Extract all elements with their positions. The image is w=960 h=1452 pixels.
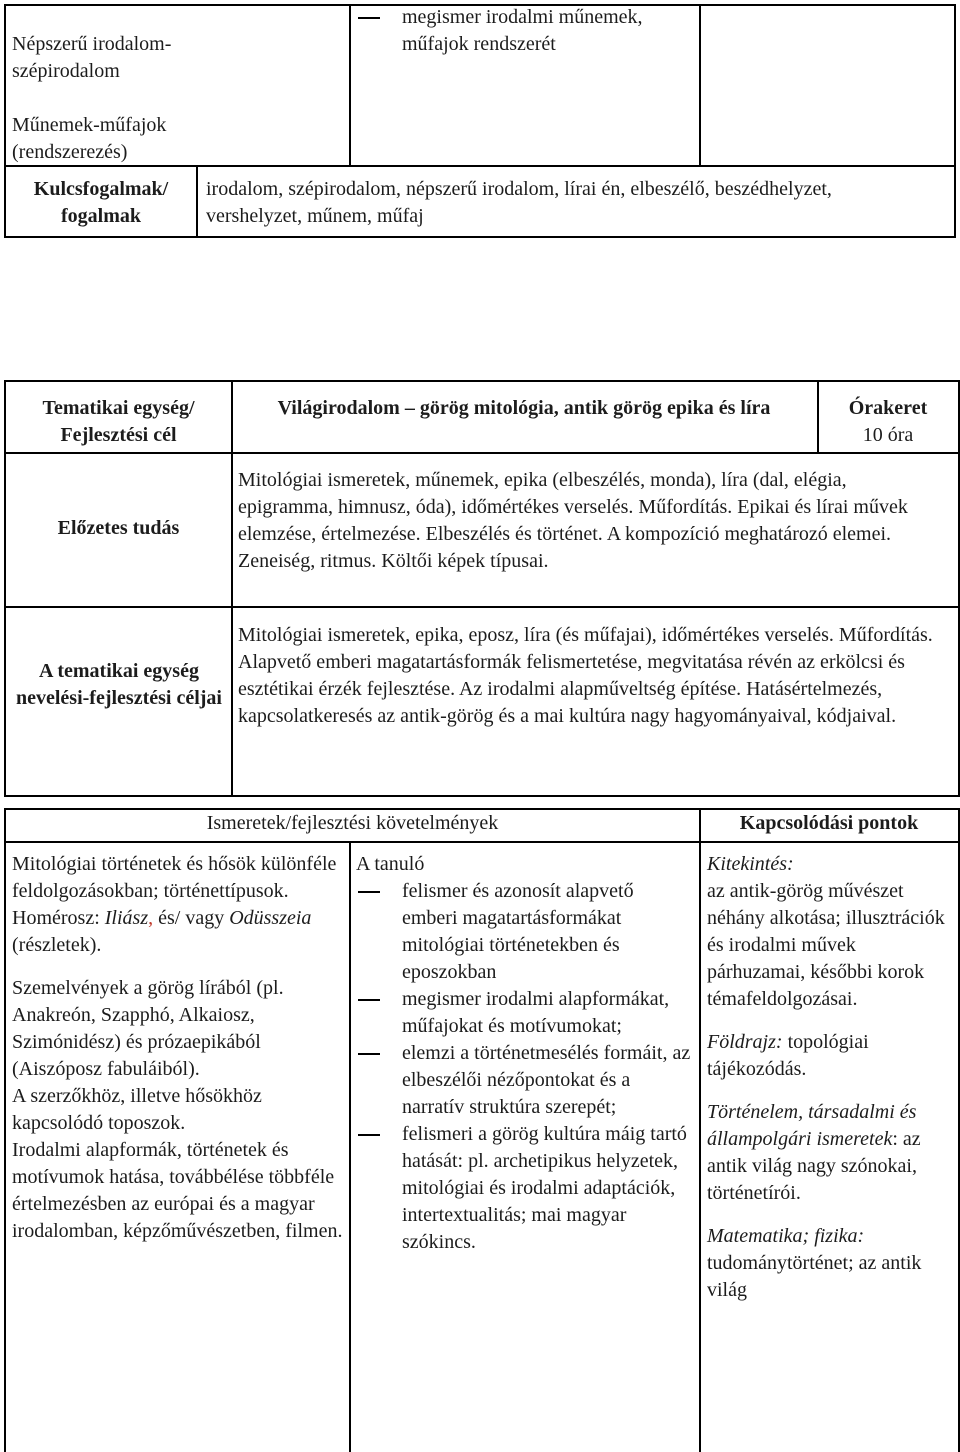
req-col3: [707, 851, 952, 1304]
left-col-line-1: Népszerű irodalom-szépirodalom: [12, 33, 172, 82]
col2-list: [356, 878, 694, 1256]
tematikai-label: Tematikai egység/ Fejlesztési cél: [42, 397, 195, 446]
col1-p5: Irodalmi alapformák, történetek és motívumok hatása, továbbélése többféle értelmezésben az európai és a magyar irodalomban, képzőművészetben, filmen.: [12, 1139, 343, 1242]
matek: Matematika; fizika: tudománytörténet; az antik világ: [707, 1225, 922, 1301]
orakeret-label: Órakeret: [848, 397, 928, 419]
unit-title: Világirodalom – görög mitológia, antik görög epika és líra: [277, 397, 771, 419]
col2-item: megismer irodalmi alapformákat, műfajokat és motívumokat;: [356, 986, 694, 1040]
col1-p2: Homérosz: Iliász, és/ vagy Odüsszeia (részletek).: [12, 907, 312, 956]
elozetes-text: Mitológiai ismeretek, műnemek, epika (elbeszélés, monda), líra (dal, elégia, epigramma, himnusz, óda), időmértékes verselés. Műfordítás. Epikai és lírai művek elemzése, értelmezése. Elbeszélés és történet. A kompozíció meghatározó elemei. Zeneiség, ritmus. Költői képek típusai.: [238, 469, 908, 572]
req-header-right: Kapcsolódási pontok: [739, 812, 919, 834]
col1-p3: Szemelvények a görög lírából (pl. Anakreón, Szapphó, Alkaiosz, Szimónidész) és prózaepikából (Aiszóposz fabuláiból).: [12, 977, 284, 1080]
kitekintes: Kitekintés: az antik-görög művészet néhány alkotása; illusztrációk és irodalmi művek párhuzamai, későbbi korok témafeldolgozásai.: [707, 853, 945, 1010]
col2-item: felismeri a görög kultúra máig tartó hatását: pl. archetipikus helyzetek, mitológiai és irodalmi adaptációk, intertextualitás; mai magyar szókincs.: [356, 1121, 694, 1256]
foldrajz: Földrajz: topológiai tájékozódás.: [707, 1031, 869, 1080]
kulcsfogalmak-text: irodalom, szépirodalom, népszerű irodalom, lírai én, elbeszélő, beszédhelyzet, vershelyzet, műnem, műfaj: [206, 178, 832, 227]
col2-item: elemzi a történetmesélés formáit, az elbeszélői nézőpontokat és a narratív struktúra szerepét;: [356, 1040, 694, 1121]
col2-intro: A tanuló: [356, 853, 425, 875]
celjai-text-2: Alapvető emberi magatartásformák felismertetése, megvitatása révén az erkölcsi és esztétikai érzék fejlesztése. Az irodalmi alapműveltség építése. Hatásértelmezés, kapcsolatkeresés az antik-görög és a mai kultúra nagy hagyományaival, kódjaival.: [238, 651, 905, 727]
req-col1: [12, 851, 347, 1245]
elozetes-label: Előzetes tudás: [57, 517, 180, 539]
celjai-label: A tematikai egység nevelési-fejlesztési céljai: [15, 660, 222, 709]
req-col2: [356, 851, 694, 1256]
col1-p4: A szerzőkhöz, illetve hősökhöz kapcsolódó toposzok.: [12, 1085, 262, 1134]
kulcsfogalmak-label: Kulcsfogalmak/ fogalmak: [33, 178, 169, 227]
tortenelem: Történelem, társadalmi és állampolgári ismeretek: az antik világ nagy szónokai, történetírói.: [707, 1101, 921, 1204]
left-col-line-2: Műnemek-műfajok (rendszerezés): [12, 114, 167, 163]
orakeret-value: 10 óra: [862, 424, 914, 446]
mid-bullet: megismer irodalmi műnemek, műfajok rendszerét: [356, 4, 686, 58]
req-header-left: Ismeretek/fejlesztési követelmények: [206, 812, 499, 834]
col2-item: felismer és azonosít alapvető emberi magatartásformákat mitológiai történetekben és eposzokban: [356, 878, 694, 986]
celjai-text-1: Mitológiai ismeretek, epika, eposz, líra (és műfajai), időmértékes verselés. Műfordítás.: [238, 624, 933, 646]
col1-p1: Mitológiai történetek és hősök különféle feldolgozásokban; történettípusok.: [12, 853, 337, 902]
